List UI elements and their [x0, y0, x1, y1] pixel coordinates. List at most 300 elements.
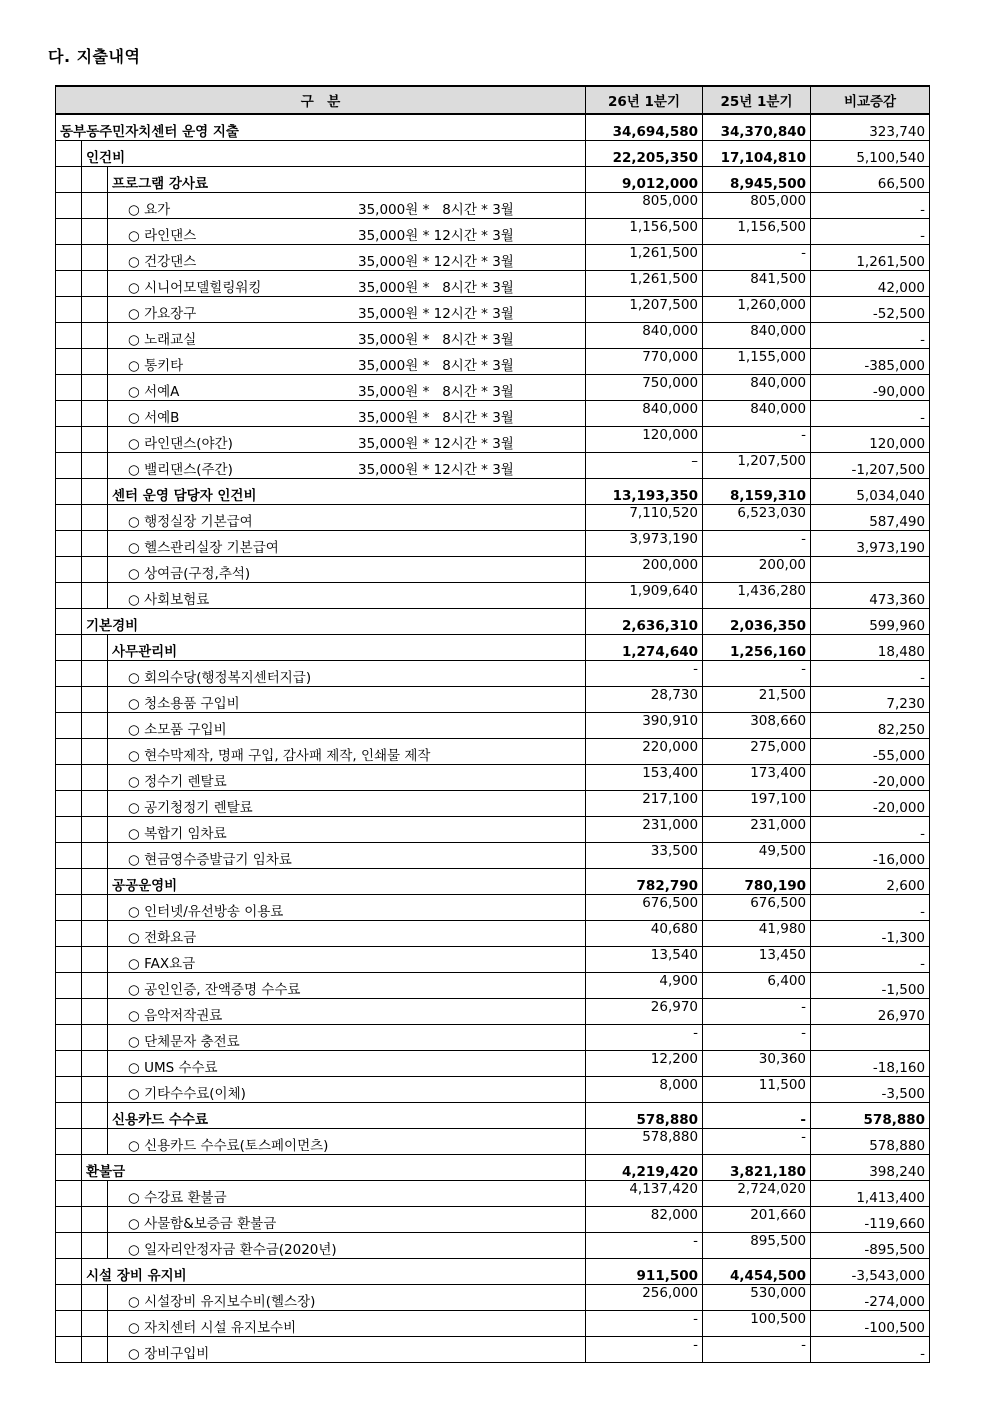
table-row: [56, 998, 930, 1024]
value-diff: -20,000: [811, 790, 930, 816]
item-name: ○ 밸리댄스(주간): [128, 461, 233, 478]
table-row: [56, 166, 930, 192]
indent-cell: [82, 478, 108, 504]
value-diff: 5,034,040: [811, 478, 930, 504]
value-q1-26: 676,500: [586, 894, 703, 920]
row-label: [108, 790, 586, 816]
value-diff: 1,413,400: [811, 1180, 930, 1206]
indent-cell: [82, 426, 108, 452]
value-diff: 82,250: [811, 712, 930, 738]
value-q1-26: 217,100: [586, 790, 703, 816]
row-label: [108, 686, 586, 712]
indent-cell: [56, 1076, 82, 1102]
row-label: [108, 478, 586, 504]
value-q1-25: 308,660: [703, 712, 811, 738]
item-calculation: 35,000원 * 8시간 * 3월: [358, 383, 514, 400]
indent-cell: [82, 166, 108, 192]
indent-cell: [82, 192, 108, 218]
row-label: [108, 530, 586, 556]
item-name: ○ 시니어모델힐링워킹: [128, 279, 262, 296]
table-row: [56, 712, 930, 738]
item-name: ○ 서예B: [128, 409, 180, 426]
item-name: ○ 자치센터 시설 유지보수비: [128, 1319, 297, 1336]
expense-table: [55, 85, 930, 1363]
row-label: [108, 1206, 586, 1232]
value-q1-25: 30,360: [703, 1050, 811, 1076]
indent-cell: [56, 1232, 82, 1258]
value-diff: 398,240: [811, 1154, 930, 1180]
table-row: [56, 634, 930, 660]
row-label: [82, 1154, 586, 1180]
indent-cell: [56, 166, 82, 192]
table-header-row: [56, 86, 930, 114]
indent-cell: [82, 634, 108, 660]
value-q1-25: 1,156,500: [703, 218, 811, 244]
value-diff: -3,543,000: [811, 1258, 930, 1284]
value-q1-26: 770,000: [586, 348, 703, 374]
item-name: 환불금: [86, 1163, 126, 1180]
row-label: [108, 426, 586, 452]
table-row: [56, 1050, 930, 1076]
indent-cell: [56, 738, 82, 764]
value-q1-25: 13,450: [703, 946, 811, 972]
value-diff: 578,880: [811, 1102, 930, 1128]
table-row: [56, 1102, 930, 1128]
table-row: [56, 1232, 930, 1258]
row-label: [82, 608, 586, 634]
value-q1-25: 8,945,500: [703, 166, 811, 192]
indent-cell: [56, 920, 82, 946]
table-row: [56, 322, 930, 348]
value-q1-26: 1,261,500: [586, 270, 703, 296]
indent-cell: [56, 764, 82, 790]
table-row: [56, 400, 930, 426]
table-row: [56, 894, 930, 920]
value-diff: -: [811, 322, 930, 348]
indent-cell: [56, 1206, 82, 1232]
table-row: [56, 426, 930, 452]
value-q1-26: 256,000: [586, 1284, 703, 1310]
value-q1-25: 840,000: [703, 374, 811, 400]
header-category: 구 분: [56, 86, 586, 114]
indent-cell: [82, 1128, 108, 1154]
indent-cell: [82, 738, 108, 764]
item-name: ○ 헬스관리실장 기본급여: [128, 539, 279, 556]
item-name: ○ 현수막제작, 명패 구입, 감사패 제작, 인쇄물 제작: [128, 747, 431, 764]
item-name: ○ 서예A: [128, 383, 180, 400]
value-q1-25: 1,155,000: [703, 348, 811, 374]
value-q1-26: -: [586, 1232, 703, 1258]
indent-cell: [82, 218, 108, 244]
item-name: ○ 현금영수증발급기 임차료: [128, 851, 292, 868]
row-label: [108, 634, 586, 660]
item-name: ○ 정수기 렌탈료: [128, 773, 227, 790]
value-q1-26: 220,000: [586, 738, 703, 764]
item-name: 인건비: [86, 149, 126, 166]
value-diff: -55,000: [811, 738, 930, 764]
value-q1-25: 840,000: [703, 400, 811, 426]
indent-cell: [56, 1310, 82, 1336]
indent-cell: [82, 842, 108, 868]
value-q1-25: 3,821,180: [703, 1154, 811, 1180]
value-q1-26: 1,909,640: [586, 582, 703, 608]
indent-cell: [82, 816, 108, 842]
value-q1-26: 805,000: [586, 192, 703, 218]
indent-cell: [56, 1050, 82, 1076]
indent-cell: [56, 868, 82, 894]
value-q1-26: -: [586, 1024, 703, 1050]
indent-cell: [82, 868, 108, 894]
row-label: [108, 842, 586, 868]
value-q1-25: 1,436,280: [703, 582, 811, 608]
table-row: [56, 374, 930, 400]
row-label: [108, 218, 586, 244]
row-label: [108, 738, 586, 764]
table-row: [56, 348, 930, 374]
item-name: ○ 전화요금: [128, 929, 197, 946]
table-row: [56, 686, 930, 712]
table-row: [56, 1336, 930, 1362]
row-label: [108, 192, 586, 218]
row-label: [108, 1024, 586, 1050]
row-label: [108, 868, 586, 894]
item-calculation: 35,000원 * 12시간 * 3월: [358, 461, 514, 478]
table-row: [56, 842, 930, 868]
value-diff: -52,500: [811, 296, 930, 322]
table-row: [56, 530, 930, 556]
value-q1-25: 1,256,160: [703, 634, 811, 660]
table-row: [56, 192, 930, 218]
value-q1-26: 1,207,500: [586, 296, 703, 322]
row-label: [108, 166, 586, 192]
row-label: [108, 920, 586, 946]
indent-cell: [56, 400, 82, 426]
value-q1-25: 8,159,310: [703, 478, 811, 504]
value-q1-26: 34,694,580: [586, 114, 703, 140]
value-diff: 66,500: [811, 166, 930, 192]
value-q1-26: 3,973,190: [586, 530, 703, 556]
item-calculation: 35,000원 * 12시간 * 3월: [358, 305, 514, 322]
indent-cell: [82, 686, 108, 712]
value-q1-26: –: [586, 452, 703, 478]
table-row: [56, 738, 930, 764]
value-q1-25: 17,104,810: [703, 140, 811, 166]
value-diff: -: [811, 192, 930, 218]
indent-cell: [56, 894, 82, 920]
row-label: [108, 816, 586, 842]
indent-cell: [82, 920, 108, 946]
section-heading: 다. 지출내역: [48, 47, 141, 66]
value-q1-26: 82,000: [586, 1206, 703, 1232]
item-calculation: 35,000원 * 8시간 * 3월: [358, 357, 514, 374]
value-q1-26: -: [586, 1336, 703, 1362]
indent-cell: [56, 348, 82, 374]
indent-cell: [82, 400, 108, 426]
value-q1-26: 153,400: [586, 764, 703, 790]
value-q1-25: 34,370,840: [703, 114, 811, 140]
value-diff: [811, 1024, 930, 1050]
value-diff: -: [811, 218, 930, 244]
value-q1-26: 578,880: [586, 1102, 703, 1128]
table-row: [56, 660, 930, 686]
table-row: [56, 1258, 930, 1284]
indent-cell: [82, 322, 108, 348]
indent-cell: [82, 1232, 108, 1258]
item-name: 신용카드 수수료: [112, 1111, 208, 1128]
indent-cell: [82, 790, 108, 816]
value-q1-25: -: [703, 426, 811, 452]
value-q1-25: 49,500: [703, 842, 811, 868]
value-diff: 2,600: [811, 868, 930, 894]
item-name: 공공운영비: [112, 877, 178, 894]
indent-cell: [56, 374, 82, 400]
value-diff: 120,000: [811, 426, 930, 452]
item-name: 센터 운영 담당자 인건비: [112, 487, 257, 504]
value-diff: -: [811, 660, 930, 686]
row-label: [108, 1284, 586, 1310]
value-diff: -20,000: [811, 764, 930, 790]
row-label: [108, 556, 586, 582]
indent-cell: [82, 1050, 108, 1076]
row-label: [82, 140, 586, 166]
value-q1-25: 676,500: [703, 894, 811, 920]
indent-cell: [82, 374, 108, 400]
value-q1-26: 782,790: [586, 868, 703, 894]
value-q1-26: 840,000: [586, 400, 703, 426]
value-q1-26: 28,730: [586, 686, 703, 712]
value-q1-26: 4,137,420: [586, 1180, 703, 1206]
table-row: [56, 296, 930, 322]
value-q1-25: -: [703, 998, 811, 1024]
item-name: ○ 요가: [128, 201, 171, 218]
item-name: ○ 수강료 환불금: [128, 1189, 227, 1206]
value-diff: 18,480: [811, 634, 930, 660]
indent-cell: [56, 582, 82, 608]
table-row: [56, 504, 930, 530]
value-q1-25: 41,980: [703, 920, 811, 946]
value-q1-25: 6,400: [703, 972, 811, 998]
table-row: [56, 140, 930, 166]
indent-cell: [56, 1024, 82, 1050]
indent-cell: [56, 1102, 82, 1128]
value-diff: -1,207,500: [811, 452, 930, 478]
value-q1-25: 173,400: [703, 764, 811, 790]
row-label: [82, 1258, 586, 1284]
value-q1-25: 21,500: [703, 686, 811, 712]
value-q1-25: -: [703, 1336, 811, 1362]
value-q1-25: 100,500: [703, 1310, 811, 1336]
indent-cell: [82, 764, 108, 790]
table-body: [56, 114, 930, 1362]
indent-cell: [56, 790, 82, 816]
value-diff: -119,660: [811, 1206, 930, 1232]
table-row: [56, 920, 930, 946]
value-diff: -385,000: [811, 348, 930, 374]
table-row: [56, 582, 930, 608]
item-name: ○ 음악저작권료: [128, 1007, 223, 1024]
table-row: [56, 452, 930, 478]
item-name: ○ 라인댄스(야간): [128, 435, 233, 452]
value-q1-25: -: [703, 244, 811, 270]
item-name: ○ 통키타: [128, 357, 184, 374]
item-name: ○ 장비구입비: [128, 1345, 210, 1362]
indent-cell: [56, 1154, 82, 1180]
value-q1-26: -: [586, 1310, 703, 1336]
value-diff: -: [811, 400, 930, 426]
value-diff: -: [811, 946, 930, 972]
value-diff: -: [811, 816, 930, 842]
row-label: [108, 296, 586, 322]
item-name: ○ 일자리안정자금 환수금(2020년): [128, 1241, 337, 1258]
row-label: [108, 1050, 586, 1076]
indent-cell: [56, 1284, 82, 1310]
value-diff: -3,500: [811, 1076, 930, 1102]
value-q1-25: 805,000: [703, 192, 811, 218]
value-q1-25: 200,00: [703, 556, 811, 582]
row-label: [108, 1180, 586, 1206]
indent-cell: [82, 556, 108, 582]
table-row: [56, 1310, 930, 1336]
table-row: [56, 790, 930, 816]
value-q1-26: 231,000: [586, 816, 703, 842]
row-label: [108, 712, 586, 738]
value-diff: 1,261,500: [811, 244, 930, 270]
value-q1-26: 840,000: [586, 322, 703, 348]
value-q1-25: 895,500: [703, 1232, 811, 1258]
row-label: [108, 322, 586, 348]
value-q1-26: 4,900: [586, 972, 703, 998]
indent-cell: [82, 1206, 108, 1232]
row-label: [108, 1336, 586, 1362]
indent-cell: [56, 998, 82, 1024]
item-name: ○ 행정실장 기본급여: [128, 513, 253, 530]
indent-cell: [56, 478, 82, 504]
indent-cell: [82, 712, 108, 738]
value-diff: 5,100,540: [811, 140, 930, 166]
table-row: [56, 244, 930, 270]
table-row: [56, 764, 930, 790]
value-q1-25: 2,724,020: [703, 1180, 811, 1206]
item-name: ○ 단체문자 충전료: [128, 1033, 240, 1050]
row-label: [108, 1076, 586, 1102]
header-q1-26: 26년 1분기: [586, 86, 703, 114]
value-q1-26: 200,000: [586, 556, 703, 582]
indent-cell: [56, 946, 82, 972]
item-name: ○ 사물함&보증금 환불금: [128, 1215, 277, 1232]
item-calculation: 35,000원 * 12시간 * 3월: [358, 435, 514, 452]
item-name: ○ 신용카드 수수료(토스페이먼츠): [128, 1137, 329, 1154]
item-calculation: 35,000원 * 12시간 * 3월: [358, 253, 514, 270]
indent-cell: [56, 426, 82, 452]
value-q1-25: 841,500: [703, 270, 811, 296]
indent-cell: [82, 660, 108, 686]
value-q1-25: 201,660: [703, 1206, 811, 1232]
item-name: 사무관리비: [112, 643, 178, 660]
header-diff: 비교증감: [811, 86, 930, 114]
value-q1-25: 2,036,350: [703, 608, 811, 634]
indent-cell: [82, 530, 108, 556]
value-q1-26: 578,880: [586, 1128, 703, 1154]
value-q1-26: 7,110,520: [586, 504, 703, 530]
table-row: [56, 1128, 930, 1154]
item-name: ○ 공인인증, 잔액증명 수수료: [128, 981, 301, 998]
value-q1-25: -: [703, 530, 811, 556]
value-q1-26: 1,261,500: [586, 244, 703, 270]
value-q1-25: 6,523,030: [703, 504, 811, 530]
table-row: [56, 114, 930, 140]
indent-cell: [56, 608, 82, 634]
item-name: ○ 청소용품 구입비: [128, 695, 240, 712]
value-diff: -16,000: [811, 842, 930, 868]
row-label: [108, 1102, 586, 1128]
value-diff: -18,160: [811, 1050, 930, 1076]
value-q1-25: -: [703, 1102, 811, 1128]
item-name: ○ 공기청정기 렌탈료: [128, 799, 253, 816]
indent-cell: [82, 504, 108, 530]
value-diff: -274,000: [811, 1284, 930, 1310]
indent-cell: [56, 504, 82, 530]
row-label: [108, 452, 586, 478]
value-q1-26: 13,193,350: [586, 478, 703, 504]
value-q1-25: 197,100: [703, 790, 811, 816]
indent-cell: [56, 322, 82, 348]
item-calculation: 35,000원 * 8시간 * 3월: [358, 331, 514, 348]
table-row: [56, 1024, 930, 1050]
table-row: [56, 868, 930, 894]
indent-cell: [56, 712, 82, 738]
value-diff: 26,970: [811, 998, 930, 1024]
row-label: [108, 270, 586, 296]
table-row: [56, 1180, 930, 1206]
table-row: [56, 218, 930, 244]
row-label: [108, 374, 586, 400]
indent-cell: [82, 1336, 108, 1362]
row-label: [108, 998, 586, 1024]
indent-cell: [56, 140, 82, 166]
indent-cell: [56, 270, 82, 296]
value-q1-26: 22,205,350: [586, 140, 703, 166]
value-q1-26: 4,219,420: [586, 1154, 703, 1180]
indent-cell: [56, 1336, 82, 1362]
indent-cell: [82, 1076, 108, 1102]
value-diff: 323,740: [811, 114, 930, 140]
table-row: [56, 946, 930, 972]
value-q1-25: -: [703, 1024, 811, 1050]
indent-cell: [56, 1258, 82, 1284]
item-calculation: 35,000원 * 8시간 * 3월: [358, 279, 514, 296]
indent-cell: [82, 270, 108, 296]
item-name: ○ 노래교실: [128, 331, 197, 348]
value-q1-25: 11,500: [703, 1076, 811, 1102]
item-name: ○ 상여금(구정,추석): [128, 565, 251, 582]
value-diff: 473,360: [811, 582, 930, 608]
table-row: [56, 1154, 930, 1180]
value-q1-25: 4,454,500: [703, 1258, 811, 1284]
indent-cell: [82, 1180, 108, 1206]
value-diff: -1,500: [811, 972, 930, 998]
value-q1-26: 8,000: [586, 1076, 703, 1102]
value-q1-26: 40,680: [586, 920, 703, 946]
table-row: [56, 270, 930, 296]
row-label: [108, 1310, 586, 1336]
value-diff: 3,973,190: [811, 530, 930, 556]
row-label: [108, 1232, 586, 1258]
indent-cell: [56, 296, 82, 322]
indent-cell: [56, 1128, 82, 1154]
indent-cell: [82, 348, 108, 374]
value-q1-26: 33,500: [586, 842, 703, 868]
value-q1-26: 911,500: [586, 1258, 703, 1284]
